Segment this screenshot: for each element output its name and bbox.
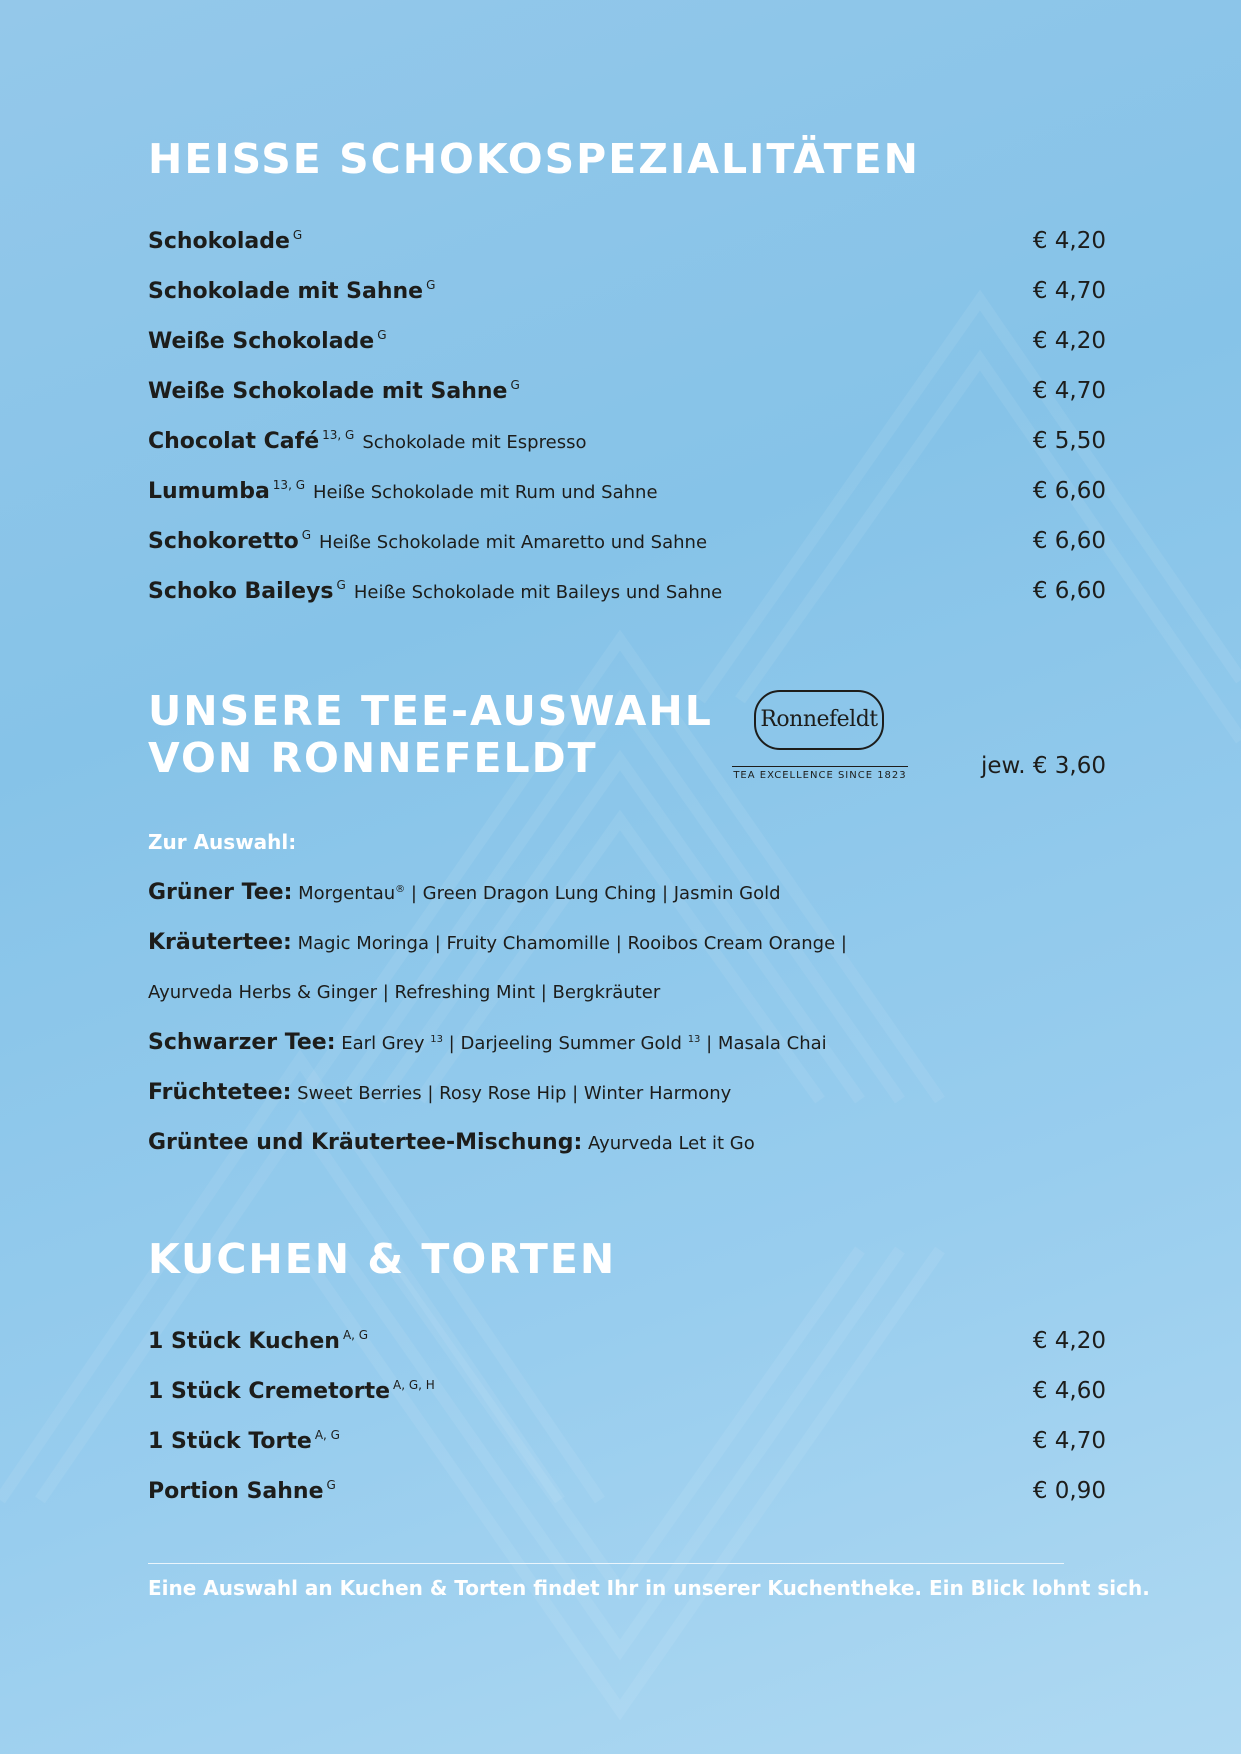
tea-variety: | Green Dragon Lung Ching | Jasmin Gold [405, 883, 781, 904]
item-price: € 4,20 [1032, 328, 1106, 354]
tea-variety: Morgentau [298, 883, 396, 904]
item-price: € 4,20 [1032, 1328, 1106, 1354]
tea-variety: | Masala Chai [700, 1033, 827, 1054]
tea-variety: Sweet Berries | Rosy Rose Hip | Winter Harmony [297, 1083, 732, 1104]
allergen-codes: G [326, 1478, 336, 1492]
logo-wordmark: Ronnefeldt [754, 690, 884, 750]
menu-item-row [148, 328, 1106, 368]
allergen-codes: 13, G [322, 428, 355, 442]
allergen-codes: G [510, 378, 520, 392]
tea-variety: Ayurveda Let it Go [588, 1133, 755, 1154]
item-name: 1 Stück Cremetorte [148, 1379, 390, 1404]
tea-line-herbal [148, 930, 847, 955]
item-description: Heiße Schokolade mit Rum und Sahne [313, 482, 658, 503]
menu-item-row [148, 478, 1106, 518]
item-name: Lumumba [148, 479, 270, 504]
item-price: € 4,70 [1032, 378, 1106, 404]
cake-section-title: KUCHEN & TORTEN [148, 1235, 617, 1283]
item-price: € 6,60 [1032, 478, 1106, 504]
registered-mark: ® [395, 884, 406, 895]
allergen-codes: G [426, 278, 436, 292]
item-price: € 4,70 [1032, 1428, 1106, 1454]
logo-rule [732, 766, 908, 767]
item-name: Portion Sahne [148, 1479, 324, 1504]
tea-category-label: Kräutertee: [148, 930, 292, 955]
tea-line-green [148, 880, 781, 905]
tea-title-line2: VON RONNEFELDT [148, 734, 598, 783]
item-name: Chocolat Café [148, 429, 320, 454]
tea-variety: Magic Moringa | Fruity Chamomille | Rooibos Cream Orange | [297, 933, 847, 954]
allergen-codes: G [292, 228, 303, 242]
menu-item-row [148, 1478, 1106, 1518]
item-price: € 6,60 [1032, 578, 1106, 604]
item-price: € 0,90 [1032, 1478, 1106, 1504]
item-price: € 6,60 [1032, 528, 1106, 554]
tea-category-label: Grüner Tee: [148, 880, 293, 905]
tea-category-label: Grüntee und Kräutertee-Mischung: [148, 1130, 583, 1155]
allergen-codes: G [301, 528, 312, 542]
allergen-codes: 13 [430, 1034, 443, 1045]
item-name: 1 Stück Kuchen [148, 1329, 340, 1354]
item-price: € 5,50 [1032, 428, 1106, 454]
tea-category-label: Früchtetee: [148, 1080, 292, 1105]
footer-note: Eine Auswahl an Kuchen & Torten findet Ihr in unserer Kuchentheke. Ein Blick lohnt sich. [148, 1576, 1150, 1600]
menu-item-row [148, 428, 1106, 468]
allergen-codes: G [336, 578, 346, 592]
item-description: Heiße Schokolade mit Baileys und Sahne [353, 582, 723, 603]
ronnefeldt-logo [732, 690, 908, 784]
item-name: Weiße Schokolade [148, 329, 375, 354]
menu-item-row [148, 578, 1106, 618]
chocolate-section-title: HEISSE SCHOKOSPEZIALITÄTEN [148, 135, 920, 183]
item-price: € 4,70 [1032, 278, 1106, 304]
tea-section-title [148, 688, 713, 782]
allergen-codes: G [377, 328, 387, 342]
logo-tagline: TEA EXCELLENCE SINCE 1823 [733, 770, 907, 781]
menu-item-row [148, 378, 1106, 418]
item-name: Weiße Schokolade mit Sahne [148, 379, 508, 404]
item-name: Schokolade mit Sahne [148, 279, 424, 304]
tea-line-black [148, 1030, 827, 1055]
tea-variety: Earl Grey [341, 1033, 425, 1054]
menu-item-row [148, 1378, 1106, 1418]
allergen-codes: A, G [314, 1428, 340, 1442]
menu-item-row [148, 228, 1106, 268]
tea-price: jew. € 3,60 [980, 753, 1106, 779]
menu-item-row [148, 528, 1106, 568]
allergen-codes: 13, G [272, 478, 305, 492]
allergen-codes: 13 [687, 1034, 701, 1045]
menu-item-row [148, 1328, 1106, 1368]
tea-line-fruit [148, 1080, 731, 1105]
tea-category-label: Schwarzer Tee: [148, 1030, 336, 1055]
item-name: Schoko Baileys [148, 579, 334, 604]
tea-line-mix [148, 1130, 755, 1155]
footer-divider [148, 1563, 1064, 1564]
item-name: 1 Stück Torte [148, 1429, 312, 1454]
item-name: Schokoretto [148, 529, 299, 554]
tea-variety: | Darjeeling Summer Gold [442, 1033, 682, 1054]
menu-item-row [148, 278, 1106, 318]
allergen-codes: A, G, H [393, 1378, 435, 1392]
item-price: € 4,60 [1032, 1378, 1106, 1404]
item-price: € 4,20 [1032, 228, 1106, 254]
item-name: Schokolade [148, 229, 290, 254]
item-description: Heiße Schokolade mit Amaretto und Sahne [319, 532, 708, 553]
allergen-codes: A, G [342, 1328, 369, 1342]
tea-choice-label: Zur Auswahl: [148, 830, 297, 854]
item-description: Schokolade mit Espresso [362, 432, 587, 453]
tea-line-herbal-continued: Ayurveda Herbs & Ginger | Refreshing Mint | Bergkräuter [148, 982, 661, 1003]
tea-title-line1: UNSERE TEE-AUSWAHL [148, 687, 713, 735]
menu-item-row [148, 1428, 1106, 1468]
